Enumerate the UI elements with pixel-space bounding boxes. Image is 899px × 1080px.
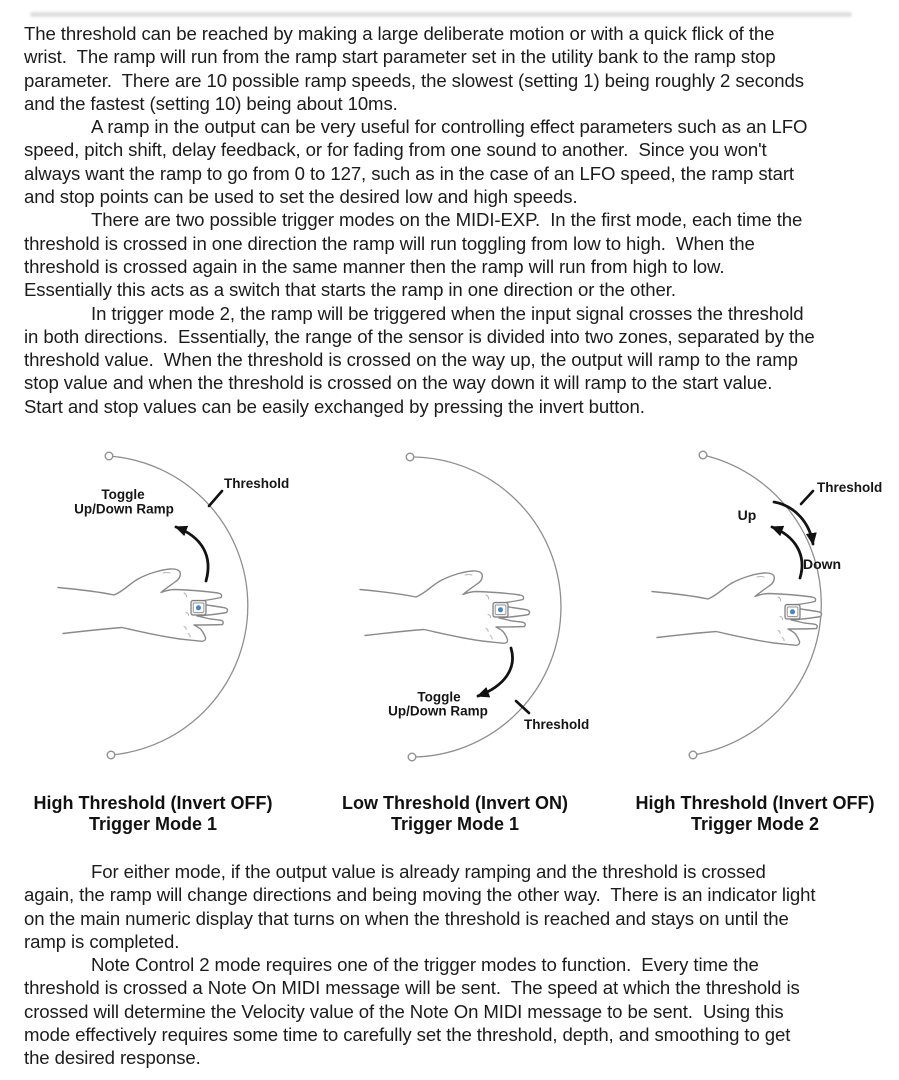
text-line: parameter. There are 10 possible ramp speeds, the slowest (setting 1) being roughly 2 seconds [24, 69, 804, 91]
text-line: again, the ramp will change directions and being moving the other way. There is an indicator light [24, 884, 816, 906]
text-line: Start and stop values can be easily exchanged by pressing the invert button. [24, 395, 645, 417]
text-line: For either mode, if the output value is already ramping and the threshold is crossed [91, 861, 766, 882]
body-text-top [24, 22, 880, 418]
caption-line: Trigger Mode 1 [88, 814, 218, 834]
text-line: The threshold can be reached by making a large deliberate motion or with a quick flick of the [24, 23, 775, 44]
arc-endpoint-dot [689, 751, 697, 759]
figures-illustration [0, 430, 899, 790]
arc-endpoint-dot [406, 453, 414, 461]
text-line: threshold is crossed again in the same manner then the ramp will run from high to low. [24, 255, 725, 277]
figure-caption [305, 793, 605, 835]
text-line: crossed will determine the Velocity value of the Note On MIDI message to be sent. Using this [24, 1000, 784, 1022]
caption-line: High Threshold (Invert OFF) [33, 793, 273, 813]
text-line: in both directions. Essentially, the range of the sensor is divided into two zones, separated by the [24, 325, 815, 347]
text-line: mode effectively requires some time to carefully set the threshold, depth, and smoothing to get [24, 1024, 791, 1046]
toggle-ramp-label: Toggle [417, 689, 461, 705]
text-line: threshold value. When the threshold is crossed on the way up, the output will ramp to the ramp [24, 349, 798, 371]
figure-caption [605, 793, 899, 835]
text-line: Essentially this acts as a switch that starts the ramp in one direction or the other. [24, 279, 676, 301]
text-line: There are two possible trigger modes on the MIDI-EXP. In the first mode, each time the [91, 209, 803, 231]
ramp-direction-arrow [478, 648, 513, 696]
scan-artifact-band [30, 12, 852, 17]
toggle-ramp-label: Toggle [101, 487, 145, 502]
arc-endpoint-dot [699, 451, 707, 459]
text-line: speed, pitch shift, delay feedback, or for fading from one sound to another. Since you won't [24, 139, 767, 161]
arc-endpoint-dot [105, 452, 113, 460]
figure-2 [360, 453, 589, 761]
text-line: and the fastest (setting 10) being about 10ms. [24, 92, 398, 114]
arc-endpoint-dot [408, 753, 416, 761]
text-line: A ramp in the output can be very useful for controlling effect parameters such as an LFO [91, 116, 808, 138]
text-line: on the main numeric display that turns on when the threshold is reached and stays on until the [24, 907, 789, 929]
text-line: and stop points can be used to set the desired low and high speeds. [24, 186, 578, 208]
threshold-tick [801, 491, 813, 504]
up-ramp-arrow [772, 527, 802, 578]
down-label: Down [803, 556, 842, 572]
caption-line: Trigger Mode 2 [690, 814, 820, 834]
figure-3 [652, 451, 882, 759]
threshold-tick [209, 491, 222, 506]
threshold-label: Threshold [524, 717, 590, 732]
text-line: wrist. The ramp will run from the ramp start parameter set in the utility bank to the ramp stop [24, 46, 776, 68]
text-line: Note Control 2 mode requires one of the trigger modes to function. Every time the [91, 954, 759, 976]
figure-1 [58, 452, 289, 759]
text-line: threshold is crossed in one direction the ramp will run toggling from low to high. When the [24, 232, 755, 254]
caption-line: Low Threshold (Invert ON) [341, 793, 568, 813]
arc-endpoint-dot [107, 751, 115, 759]
text-line: ramp is completed. [24, 930, 180, 952]
down-ramp-arrow [774, 502, 813, 544]
text-line: always want the ramp to go from 0 to 127, such as in the case of an LFO speed, the ramp start [24, 162, 794, 184]
body-text-bottom [24, 860, 880, 1070]
toggle-ramp-label: Up/Down Ramp [388, 703, 488, 719]
text-line: stop value and when the threshold is crossed on the way down it will ramp to the start value. [24, 372, 773, 394]
text-line: the desired response. [24, 1047, 201, 1069]
up-label: Up [737, 507, 757, 523]
caption-line: Trigger Mode 1 [390, 814, 520, 834]
figure-caption [3, 793, 303, 835]
toggle-ramp-label: Up/Down Ramp [74, 501, 174, 517]
text-line: threshold is crossed a Note On MIDI message will be sent. The speed at which the threshold is [24, 977, 800, 999]
threshold-label: Threshold [817, 480, 883, 495]
text-line: In trigger mode 2, the ramp will be triggered when the input signal crosses the threshold [91, 302, 804, 324]
threshold-label: Threshold [224, 476, 290, 491]
caption-line: High Threshold (Invert OFF) [635, 793, 875, 813]
